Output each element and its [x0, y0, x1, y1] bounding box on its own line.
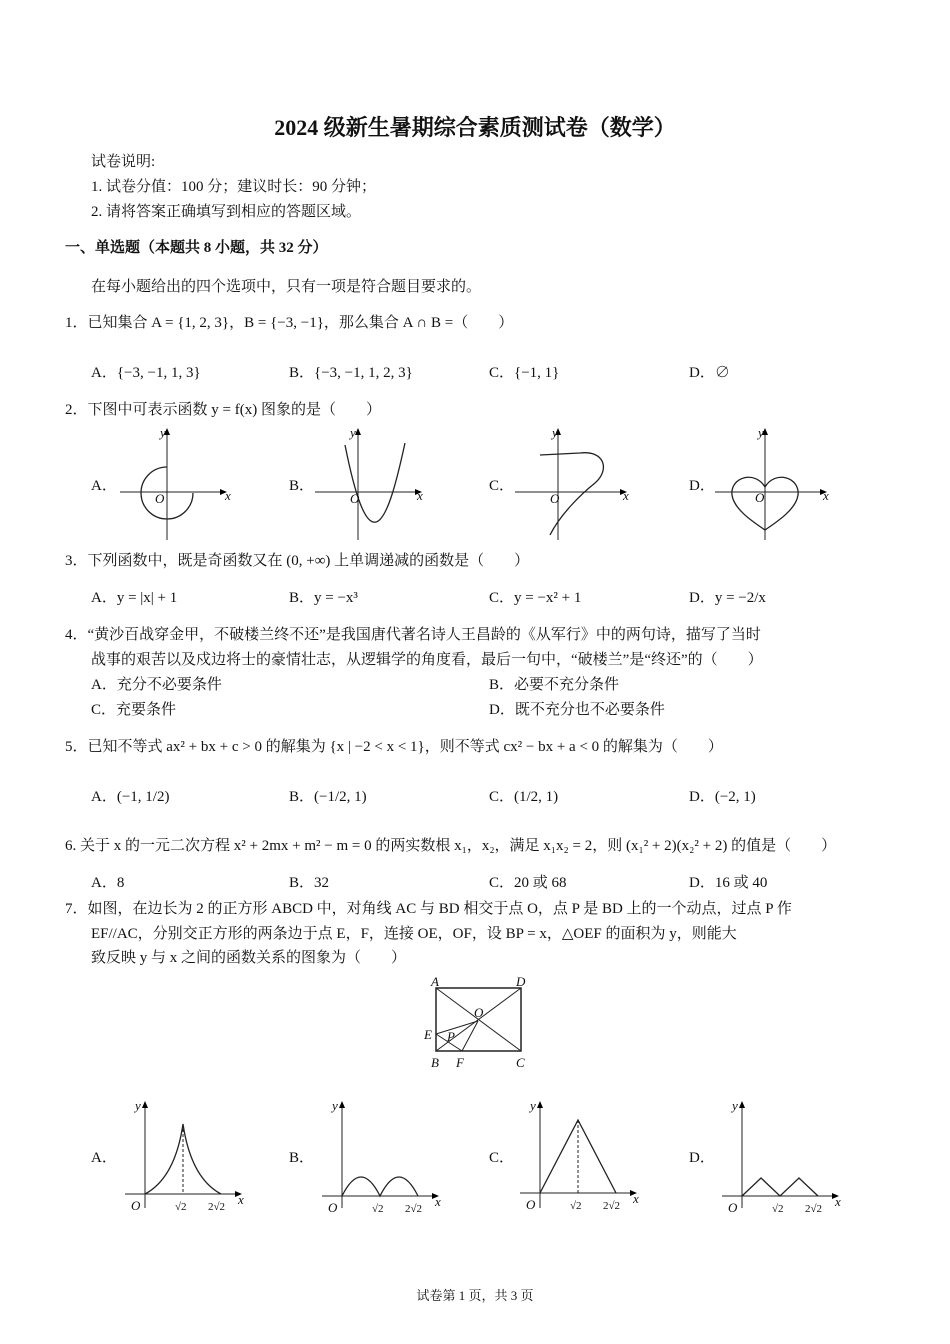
svg-text:x: x	[435, 1194, 441, 1209]
q7-option-c: C．	[489, 1150, 515, 1166]
svg-text:y: y	[530, 1098, 536, 1113]
q5-option-a: A．(−1, 1/2)	[91, 789, 170, 805]
svg-text:B: B	[431, 1055, 439, 1070]
q3-option-d: D．y = −2/x	[689, 590, 766, 606]
q1-option-a: A．{−3, −1, 1, 3}	[91, 365, 201, 381]
svg-text:x: x	[823, 488, 829, 503]
q2-graph-b	[310, 425, 435, 545]
svg-text:2√2: 2√2	[208, 1201, 226, 1213]
intro-item: 1. 试卷分值：100 分；建议时长：90 分钟；	[91, 179, 377, 195]
q2-option-b: B．	[289, 478, 315, 494]
svg-text:x: x	[835, 1194, 841, 1209]
q1-option-d: D．∅	[689, 365, 730, 381]
svg-text:F: F	[456, 1055, 464, 1070]
question-4-stem: 4．“黄沙百战穿金甲，不破楼兰终不还”是我国唐代著名诗人王昌龄的《从军行》中的两句诗，描写了当时	[65, 627, 761, 643]
page-title: 2024 级新生暑期综合素质测试卷（数学）	[274, 115, 676, 140]
q7-option-d: D．	[689, 1150, 715, 1166]
svg-text:x: x	[225, 488, 231, 503]
q2-graph-a	[115, 425, 240, 545]
svg-text:y: y	[732, 1098, 738, 1113]
q7-option-b: B．	[289, 1150, 315, 1166]
svg-text:C: C	[516, 1055, 525, 1070]
q2-graph-c	[510, 425, 635, 545]
q4-option-d: D．既不充分也不必要条件	[489, 702, 665, 718]
svg-text:√2: √2	[570, 1200, 582, 1212]
square-figure	[420, 975, 540, 1090]
section-instruction: 在每小题给出的四个选项中，只有一项是符合题目要求的。	[91, 279, 482, 295]
q5-option-c: C．(1/2, 1)	[489, 789, 559, 805]
svg-text:√2: √2	[175, 1201, 187, 1213]
svg-text:2√2: 2√2	[405, 1203, 423, 1215]
q2-option-d: D．	[689, 478, 715, 494]
svg-text:E: E	[424, 1027, 432, 1042]
svg-text:O: O	[728, 1200, 738, 1215]
q1-option-b: B．{−3, −1, 1, 2, 3}	[289, 365, 413, 381]
q7-graph-c	[520, 1098, 650, 1218]
intro-item: 2. 请将答案正确填写到相应的答题区域。	[91, 204, 362, 220]
svg-text:O: O	[755, 490, 765, 505]
svg-text:y: y	[552, 425, 558, 440]
svg-text:P: P	[447, 1029, 455, 1044]
question-7-stem: EF//AC，分别交正方形的两条边于点 E，F，连接 OE，OF，设 BP = x，△OEF 的面积为 y，则能大	[91, 926, 737, 942]
q7-graph-b	[322, 1098, 452, 1218]
svg-text:O: O	[328, 1200, 338, 1215]
svg-text:2√2: 2√2	[603, 1200, 621, 1212]
svg-text:O: O	[131, 1198, 141, 1213]
q3-option-a: A．y = |x| + 1	[91, 590, 178, 606]
svg-text:D: D	[516, 974, 526, 989]
question-7-stem: 7．如图，在边长为 2 的正方形 ABCD 中，对角线 AC 与 BD 相交于点 O，点 P 是 BD 上的一个动点，过点 P 作	[65, 901, 792, 917]
q1-option-c: C．{−1, 1}	[489, 365, 560, 381]
q6-option-d: D．16 或 40	[689, 875, 768, 891]
svg-text:y: y	[160, 425, 166, 440]
q7-graph-a	[125, 1098, 255, 1218]
section-heading: 一、单选题（本题共 8 小题，共 32 分）	[65, 240, 328, 256]
svg-text:O: O	[550, 491, 560, 506]
svg-text:y: y	[135, 1098, 141, 1113]
q6-option-c: C．20 或 68	[489, 875, 567, 891]
q5-option-b: B．(−1/2, 1)	[289, 789, 367, 805]
svg-text:O: O	[526, 1197, 536, 1212]
q2-option-a: A．	[91, 478, 117, 494]
svg-text:x: x	[623, 488, 629, 503]
svg-text:y: y	[350, 425, 356, 440]
intro-heading: 试卷说明:	[91, 154, 156, 170]
svg-text:x: x	[633, 1191, 639, 1206]
svg-text:O: O	[350, 491, 360, 506]
q7-option-a: A．	[91, 1150, 117, 1166]
svg-text:2√2: 2√2	[805, 1203, 823, 1215]
svg-text:O: O	[474, 1005, 484, 1020]
q2-option-c: C．	[489, 478, 515, 494]
svg-text:x: x	[417, 488, 423, 503]
svg-text:A: A	[431, 974, 439, 989]
svg-text:y: y	[758, 425, 764, 440]
page-footer: 试卷第 1 页，共 3 页	[416, 1288, 534, 1303]
svg-text:y: y	[332, 1098, 338, 1113]
question-1-stem: 1．已知集合 A = {1, 2, 3}，B = {−3, −1}，那么集合 A ∩ B =（ ）	[65, 315, 514, 331]
q6-option-b: B．32	[289, 875, 330, 891]
q5-option-d: D．(−2, 1)	[689, 789, 756, 805]
q2-graph-d	[710, 425, 835, 545]
question-6-stem: 6. 关于 x 的一元二次方程 x² + 2mx + m² − m = 0 的两实数根 x₁，x₂，满足 x₁x₂ = 2，则 (x₁² + 2)(x₂² + 2) 的值是（ ）	[65, 838, 837, 854]
question-2-stem: 2．下图中可表示函数 y = f(x) 图象的是（ ）	[65, 402, 381, 418]
q4-option-a: A．充分不必要条件	[91, 677, 222, 693]
question-5-stem: 5．已知不等式 ax² + bx + c > 0 的解集为 {x | −2 < x < 1}，则不等式 cx² − bx + a < 0 的解集为（ ）	[65, 739, 723, 755]
q3-option-b: B．y = −x³	[289, 590, 358, 606]
question-3-stem: 3．下列函数中，既是奇函数又在 (0, +∞) 上单调递减的函数是（ ）	[65, 553, 530, 569]
q3-option-c: C．y = −x² + 1	[489, 590, 582, 606]
question-7-stem: 致反映 y 与 x 之间的函数关系的图象为（ ）	[91, 950, 407, 966]
q7-graph-d	[722, 1098, 852, 1218]
q6-option-a: A．8	[91, 875, 125, 891]
svg-text:√2: √2	[772, 1203, 784, 1215]
svg-text:√2: √2	[372, 1203, 384, 1215]
q4-option-b: B．必要不充分条件	[489, 677, 620, 693]
question-4-stem: 战事的艰苦以及戍边将士的豪情壮志，从逻辑学的角度看，最后一句中，“破楼兰”是“终还”的（ ）	[91, 652, 763, 668]
q4-option-c: C．充要条件	[91, 702, 177, 718]
svg-text:x: x	[238, 1192, 244, 1207]
svg-text:O: O	[155, 491, 165, 506]
